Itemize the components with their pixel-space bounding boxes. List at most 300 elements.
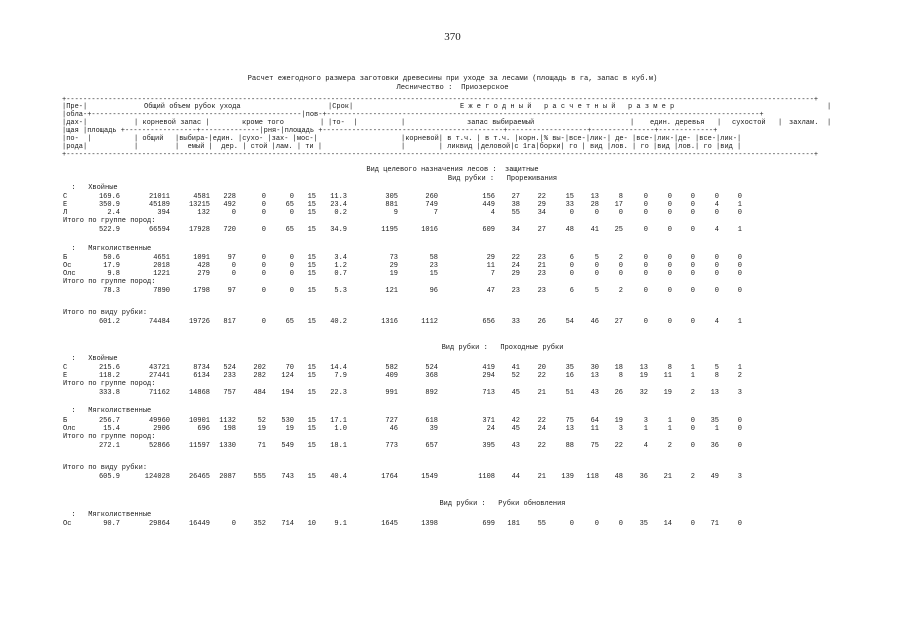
- value-cell: 0: [643, 262, 648, 270]
- value-cell: 0: [737, 287, 742, 295]
- value-cell: 0: [690, 442, 695, 450]
- header-cell: захлам.: [789, 119, 819, 127]
- value-cell: 1091: [193, 254, 210, 262]
- value-cell: 40.2: [330, 318, 347, 326]
- value-cell: 0: [714, 262, 719, 270]
- value-cell: 4: [714, 226, 719, 234]
- felling-total-row: [62, 473, 830, 481]
- value-cell: 21: [537, 389, 546, 397]
- value-cell: 657: [425, 442, 438, 450]
- value-cell: 65: [285, 226, 294, 234]
- value-cell: 1764: [381, 473, 398, 481]
- value-cell: 19: [663, 389, 672, 397]
- value-cell: 13: [639, 364, 648, 372]
- value-cell: 194: [281, 389, 294, 397]
- header-cell: |: [827, 103, 832, 111]
- header-cell: |: [320, 119, 325, 127]
- value-cell: 15: [307, 226, 316, 234]
- species-cell: Е: [63, 372, 68, 380]
- header-cell: сухостой: [732, 119, 766, 127]
- value-cell: 0: [231, 270, 236, 278]
- table-row: [62, 201, 830, 209]
- value-cell: 0: [289, 193, 294, 201]
- value-cell: 1798: [193, 287, 210, 295]
- value-cell: 1108: [478, 473, 495, 481]
- value-cell: 202: [253, 364, 266, 372]
- value-cell: 9.1: [334, 520, 347, 528]
- value-cell: 696: [197, 425, 210, 433]
- value-cell: 8: [618, 193, 623, 201]
- value-cell: 65: [285, 318, 294, 326]
- species-cell: С: [63, 193, 68, 201]
- value-cell: 0: [737, 417, 742, 425]
- value-cell: 15: [307, 364, 316, 372]
- value-cell: 132: [197, 209, 210, 217]
- value-cell: 71162: [148, 389, 170, 397]
- header-cell: |дах-|: [62, 119, 88, 127]
- value-cell: 11: [486, 262, 495, 270]
- value-cell: 7.9: [334, 372, 347, 380]
- group-subtotal-label: Итого по группе пород:: [63, 380, 156, 388]
- table-row: [62, 209, 830, 217]
- value-cell: 449: [482, 201, 495, 209]
- value-cell: 368: [425, 372, 438, 380]
- value-cell: 21011: [148, 193, 170, 201]
- value-cell: 22: [614, 442, 623, 450]
- value-cell: 394: [157, 209, 170, 217]
- value-cell: 4: [714, 201, 719, 209]
- species-cell: Б: [63, 254, 68, 262]
- value-cell: 27441: [148, 372, 170, 380]
- value-cell: 16449: [188, 520, 210, 528]
- value-cell: 5: [594, 287, 599, 295]
- value-cell: 45: [511, 389, 520, 397]
- value-cell: 15: [307, 193, 316, 201]
- value-cell: 713: [482, 389, 495, 397]
- value-cell: 118.2: [98, 372, 120, 380]
- value-cell: 4: [714, 318, 719, 326]
- value-cell: 29864: [148, 520, 170, 528]
- value-cell: 0: [667, 318, 672, 326]
- header-cell: |: [134, 143, 139, 151]
- value-cell: 2087: [219, 473, 236, 481]
- value-cell: 2018: [153, 262, 170, 270]
- value-cell: 5: [714, 364, 719, 372]
- value-cell: 19: [257, 425, 266, 433]
- value-cell: 23: [537, 287, 546, 295]
- value-cell: 2906: [153, 425, 170, 433]
- value-cell: 181: [507, 520, 520, 528]
- value-cell: 0: [231, 520, 236, 528]
- value-cell: 2: [667, 442, 672, 450]
- value-cell: 0: [690, 193, 695, 201]
- value-cell: 4: [643, 442, 648, 450]
- value-cell: 0: [618, 270, 623, 278]
- value-cell: 15: [307, 389, 316, 397]
- value-cell: 9.8: [107, 270, 120, 278]
- value-cell: 0: [569, 262, 574, 270]
- value-cell: 0: [690, 262, 695, 270]
- value-cell: 14.4: [330, 364, 347, 372]
- table-row: [62, 520, 830, 528]
- value-cell: 21: [537, 473, 546, 481]
- value-cell: 0: [737, 425, 742, 433]
- value-cell: 22: [537, 417, 546, 425]
- value-cell: 2: [737, 372, 742, 380]
- value-cell: 0: [289, 270, 294, 278]
- value-cell: 71: [257, 442, 266, 450]
- header-cell: | общий: [134, 135, 164, 143]
- value-cell: 0: [737, 270, 742, 278]
- value-cell: 20: [537, 364, 546, 372]
- header-line4: [62, 127, 830, 135]
- value-cell: 256.7: [98, 417, 120, 425]
- table-rule-top: +----------------------------------------------------------------------------------------------------------------------------------------------------------------------------------+: [62, 96, 819, 104]
- value-cell: 0: [289, 262, 294, 270]
- value-cell: 0: [737, 520, 742, 528]
- value-cell: 33: [511, 318, 520, 326]
- value-cell: 27: [614, 318, 623, 326]
- value-cell: 44: [511, 473, 520, 481]
- report-title: Расчет ежегодного размера заготовки древесины при уходе за лесами (площадь в га, запас в куб.м): [247, 75, 658, 83]
- value-cell: 45189: [148, 201, 170, 209]
- value-cell: 43721: [148, 364, 170, 372]
- value-cell: 35: [565, 364, 574, 372]
- value-cell: 1549: [421, 473, 438, 481]
- value-cell: 0.2: [334, 209, 347, 217]
- species-cell: Е: [63, 201, 68, 209]
- value-cell: 22: [537, 372, 546, 380]
- header-cell: |корневой| в т.ч. | в т.ч. |корн.|% вы-|все-|лик-| де- |все-|лик-|де- |все-|лик-|: [401, 135, 742, 143]
- value-cell: 371: [482, 417, 495, 425]
- value-cell: 1195: [381, 226, 398, 234]
- value-cell: 121: [385, 287, 398, 295]
- value-cell: 15: [307, 425, 316, 433]
- value-cell: 3: [618, 425, 623, 433]
- table-row: [62, 254, 830, 262]
- value-cell: 21: [663, 473, 672, 481]
- value-cell: 757: [223, 389, 236, 397]
- value-cell: 78.3: [103, 287, 120, 295]
- value-cell: 714: [281, 520, 294, 528]
- value-cell: 0: [643, 193, 648, 201]
- value-cell: 10: [307, 520, 316, 528]
- value-cell: 1: [690, 364, 695, 372]
- table-row: [62, 417, 830, 425]
- value-cell: 428: [197, 262, 210, 270]
- value-cell: 260: [425, 193, 438, 201]
- value-cell: 11: [663, 372, 672, 380]
- header-cell: | емый | дер. | стой |лам. | ти |: [175, 143, 323, 151]
- value-cell: 14: [663, 520, 672, 528]
- value-cell: 0: [690, 270, 695, 278]
- group-subtotal-row: [62, 287, 830, 295]
- value-cell: 0: [261, 201, 266, 209]
- felling-type: Вид рубки : Проходные рубки: [441, 344, 564, 352]
- value-cell: 4651: [153, 254, 170, 262]
- value-cell: 1330: [219, 442, 236, 450]
- value-cell: 18: [614, 364, 623, 372]
- value-cell: 892: [425, 389, 438, 397]
- value-cell: 43: [511, 442, 520, 450]
- value-cell: 15: [307, 318, 316, 326]
- value-cell: 24: [511, 262, 520, 270]
- value-cell: 0: [714, 287, 719, 295]
- value-cell: 1398: [421, 520, 438, 528]
- value-cell: 88: [565, 442, 574, 450]
- value-cell: 2: [618, 254, 623, 262]
- value-cell: 26: [537, 318, 546, 326]
- value-cell: 1016: [421, 226, 438, 234]
- value-cell: 49: [710, 473, 719, 481]
- value-cell: 0: [594, 520, 599, 528]
- value-cell: 30: [590, 364, 599, 372]
- value-cell: 233: [223, 372, 236, 380]
- header-line5: [62, 135, 830, 143]
- value-cell: 198: [223, 425, 236, 433]
- group-subtotal-label: Итого по группе пород:: [63, 217, 156, 225]
- value-cell: 24: [537, 425, 546, 433]
- value-cell: 0: [231, 209, 236, 217]
- value-cell: 16: [565, 372, 574, 380]
- group-subtotal-row: [62, 226, 830, 234]
- value-cell: 48: [565, 226, 574, 234]
- value-cell: 23: [537, 254, 546, 262]
- value-cell: 17928: [188, 226, 210, 234]
- species-cell: Ос: [63, 262, 72, 270]
- value-cell: 0: [643, 270, 648, 278]
- value-cell: 1.0: [334, 425, 347, 433]
- header-cell: |Срок|: [328, 103, 354, 111]
- header-line6: [62, 143, 830, 151]
- report-subtitle: Лесничество : Приозерское: [396, 84, 509, 92]
- value-cell: 52: [257, 417, 266, 425]
- value-cell: 27: [511, 193, 520, 201]
- value-cell: 0: [569, 209, 574, 217]
- value-cell: 1: [667, 417, 672, 425]
- value-cell: 52866: [148, 442, 170, 450]
- value-cell: 23: [537, 270, 546, 278]
- value-cell: 2: [618, 287, 623, 295]
- species-cell: Олс: [63, 270, 76, 278]
- value-cell: 35: [639, 520, 648, 528]
- table-row: [62, 372, 830, 380]
- header-cell: |обла-+--------------------------------------------------|пов-+-------------------------------------------------------------------------------------------------------+: [62, 111, 764, 119]
- header-cell: един. деревья: [650, 119, 705, 127]
- value-cell: 45: [511, 425, 520, 433]
- header-cell: кроме того: [242, 119, 285, 127]
- value-cell: 22: [537, 442, 546, 450]
- value-cell: 36: [639, 473, 648, 481]
- value-cell: 4581: [193, 193, 210, 201]
- felling-total-label: Итого по виду рубки:: [63, 309, 148, 317]
- species-group-label: : Хвойные: [63, 355, 118, 363]
- felling-total-row: [62, 318, 830, 326]
- value-cell: 0: [714, 209, 719, 217]
- table-rule-header: +----------------------------------------------------------------------------------------------------------------------------------------------------------------------------------+: [62, 151, 819, 159]
- value-cell: 656: [482, 318, 495, 326]
- value-cell: 6134: [193, 372, 210, 380]
- value-cell: 333.8: [98, 389, 120, 397]
- value-cell: 743: [281, 473, 294, 481]
- value-cell: 51: [565, 389, 574, 397]
- value-cell: 41: [511, 364, 520, 372]
- value-cell: 1: [737, 201, 742, 209]
- value-cell: 773: [385, 442, 398, 450]
- value-cell: 1112: [421, 318, 438, 326]
- value-cell: 0: [261, 287, 266, 295]
- value-cell: 0: [690, 520, 695, 528]
- value-cell: 46: [389, 425, 398, 433]
- table-row: [62, 270, 830, 278]
- header-line1: [62, 103, 830, 111]
- value-cell: 1: [737, 226, 742, 234]
- value-cell: 124028: [144, 473, 170, 481]
- value-cell: 352: [253, 520, 266, 528]
- header-cell: запас выбираемый: [467, 119, 535, 127]
- value-cell: 1221: [153, 270, 170, 278]
- value-cell: 484: [253, 389, 266, 397]
- value-cell: 305: [385, 193, 398, 201]
- value-cell: 0: [690, 201, 695, 209]
- value-cell: 1: [643, 425, 648, 433]
- header-cell: |щая |площадь +-----------------+--------------|рня-|площадь +-------------------------------------------+-------------------+---------------+-------------+: [62, 127, 718, 135]
- value-cell: 19: [285, 425, 294, 433]
- value-cell: 0: [667, 193, 672, 201]
- header-cell: |рода|: [62, 143, 88, 151]
- species-cell: Олс: [63, 425, 76, 433]
- species-group-label: : Мягколиственные: [63, 245, 152, 253]
- value-cell: 294: [482, 372, 495, 380]
- value-cell: 727: [385, 417, 398, 425]
- group-subtotal-row: [62, 442, 830, 450]
- header-cell: Общий объем рубок ухода: [144, 103, 241, 111]
- value-cell: 0: [690, 287, 695, 295]
- table-row: [62, 193, 830, 201]
- value-cell: 17.9: [103, 262, 120, 270]
- value-cell: 5.3: [334, 287, 347, 295]
- value-cell: 41: [590, 226, 599, 234]
- value-cell: 0: [261, 318, 266, 326]
- value-cell: 118: [586, 473, 599, 481]
- value-cell: 19: [639, 372, 648, 380]
- value-cell: 0: [667, 254, 672, 262]
- value-cell: 1: [737, 318, 742, 326]
- value-cell: 74484: [148, 318, 170, 326]
- value-cell: 7: [490, 270, 495, 278]
- value-cell: 21: [537, 262, 546, 270]
- value-cell: 36: [710, 442, 719, 450]
- value-cell: 27: [537, 226, 546, 234]
- value-cell: 156: [482, 193, 495, 201]
- value-cell: 15: [307, 417, 316, 425]
- value-cell: 8: [667, 364, 672, 372]
- value-cell: 817: [223, 318, 236, 326]
- value-cell: 124: [281, 372, 294, 380]
- value-cell: 1.2: [334, 262, 347, 270]
- value-cell: 0: [667, 209, 672, 217]
- value-cell: 23: [511, 287, 520, 295]
- value-cell: 19: [614, 417, 623, 425]
- value-cell: 43: [590, 389, 599, 397]
- value-cell: 350.9: [98, 201, 120, 209]
- value-cell: 52: [511, 372, 520, 380]
- value-cell: 0: [737, 254, 742, 262]
- value-cell: 29: [511, 270, 520, 278]
- value-cell: 0: [643, 209, 648, 217]
- value-cell: 90.7: [103, 520, 120, 528]
- value-cell: 14868: [188, 389, 210, 397]
- value-cell: 15: [307, 209, 316, 217]
- value-cell: 0: [289, 254, 294, 262]
- value-cell: 0: [690, 209, 695, 217]
- value-cell: 0: [618, 262, 623, 270]
- value-cell: 555: [253, 473, 266, 481]
- species-cell: С: [63, 364, 68, 372]
- value-cell: 15: [307, 201, 316, 209]
- value-cell: 0: [261, 262, 266, 270]
- felling-type: Вид рубки : Рубки обновления: [439, 500, 566, 508]
- value-cell: 26: [614, 389, 623, 397]
- species-group-label: : Хвойные: [63, 184, 118, 192]
- value-cell: 8: [618, 372, 623, 380]
- value-cell: 0: [594, 270, 599, 278]
- header-line3: [62, 119, 830, 127]
- value-cell: 0: [261, 254, 266, 262]
- value-cell: 15: [307, 442, 316, 450]
- value-cell: 13: [565, 425, 574, 433]
- value-cell: 699: [482, 520, 495, 528]
- value-cell: 282: [253, 372, 266, 380]
- value-cell: 32: [639, 389, 648, 397]
- value-cell: 395: [482, 442, 495, 450]
- value-cell: 169.6: [98, 193, 120, 201]
- value-cell: 15: [307, 287, 316, 295]
- value-cell: 75: [565, 417, 574, 425]
- header-cell: |то- |: [328, 119, 358, 127]
- value-cell: 530: [281, 417, 294, 425]
- value-cell: 11597: [188, 442, 210, 450]
- value-cell: 34.9: [330, 226, 347, 234]
- value-cell: 33: [565, 201, 574, 209]
- value-cell: 272.1: [98, 442, 120, 450]
- value-cell: 0: [594, 209, 599, 217]
- species-group-label: : Мягколиственные: [63, 407, 152, 415]
- value-cell: 618: [425, 417, 438, 425]
- value-cell: 279: [197, 270, 210, 278]
- value-cell: 0: [690, 318, 695, 326]
- value-cell: 17: [614, 201, 623, 209]
- species-group-label: : Мягколиственные: [63, 511, 152, 519]
- group-subtotal-row: [62, 389, 830, 397]
- value-cell: 0: [643, 226, 648, 234]
- value-cell: 0: [667, 226, 672, 234]
- value-cell: 0: [289, 209, 294, 217]
- value-cell: 8734: [193, 364, 210, 372]
- value-cell: 0: [643, 318, 648, 326]
- table-row: [62, 262, 830, 270]
- value-cell: 54: [565, 318, 574, 326]
- group-subtotal-label: Итого по группе пород:: [63, 278, 156, 286]
- species-cell: Б: [63, 417, 68, 425]
- value-cell: 10901: [188, 417, 210, 425]
- felling-type: Вид рубки : Прореживания: [447, 175, 558, 183]
- value-cell: 2: [690, 473, 695, 481]
- value-cell: 15.4: [103, 425, 120, 433]
- value-cell: 419: [482, 364, 495, 372]
- value-cell: 97: [227, 287, 236, 295]
- value-cell: 524: [223, 364, 236, 372]
